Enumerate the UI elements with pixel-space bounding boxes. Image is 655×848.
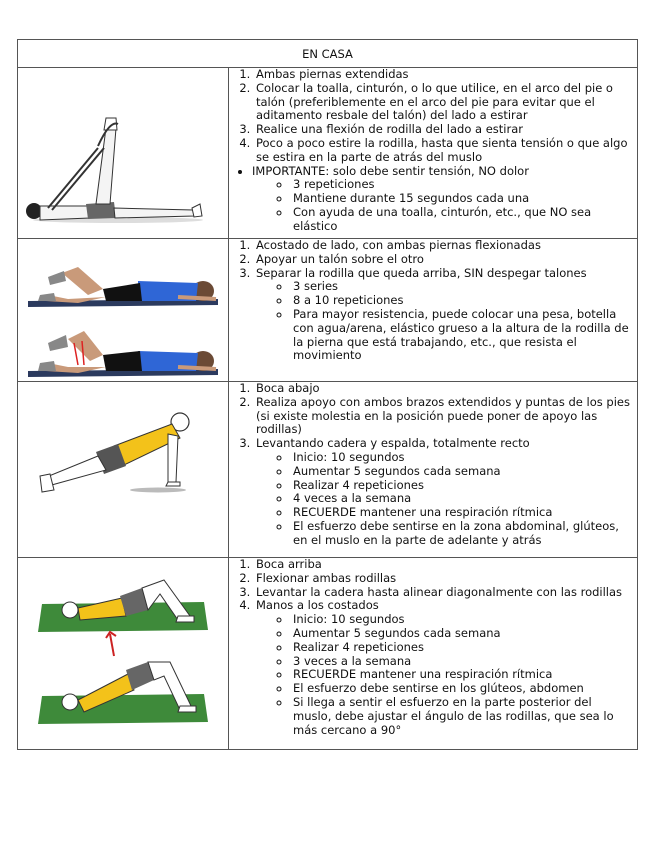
step-item: 1. Ambas piernas extendidas [254,68,633,82]
sub-item: ◦ Si llega a sentir el esfuerzo en la parte posterior del muslo, debe ajustar el ángulo de las rodillas, que sea lo más cercano a 90° [291,696,633,737]
sub-item: ◦ 8 a 10 repeticiones [291,294,633,308]
clamshell-photos [18,239,229,381]
sub-item: ◦ Con ayuda de una toalla, cinturón, etc., que NO sea elástico [291,206,633,234]
step-item: 1. Boca abajo [254,382,633,396]
step-item: 1. Boca arriba [254,558,633,572]
step-item: 3. Realice una flexión de rodilla del lado a estirar [254,123,633,137]
step-item: 2. Apoyar un talón sobre el otro [254,253,633,267]
sub-item: ◦ Realizar 4 repeticiones [291,479,633,493]
sub-item: ◦ Inicio: 10 segundos [291,613,633,627]
sub-item: ◦ Realizar 4 repeticiones [291,641,633,655]
step-item: 2. Realiza apoyo con ambos brazos extendidos y puntas de los pies (si existe molestia en la posición puede poner de apoyo las rodillas) [254,396,633,437]
sub-item: ◦ RECUERDE mantener una respiración rítmica [291,668,633,682]
sub-item: ◦ Inicio: 10 segundos [291,451,633,465]
row-text [229,239,637,381]
step-item: 2. Flexionar ambas rodillas [254,572,633,586]
sub-item: ◦ 3 repeticiones [291,178,633,192]
table-row [18,68,637,239]
table-row [18,382,637,558]
row-text [229,382,637,557]
plank-illustration [18,382,229,557]
exercise-table [17,39,638,750]
sub-item: ◦ El esfuerzo debe sentirse en los glúteos, abdomen [291,682,633,696]
step-item: 3. Levantar la cadera hasta alinear diagonalmente con las rodillas [254,586,633,600]
table-header: EN CASA [18,40,637,68]
sub-item: ◦ 4 veces a la semana [291,492,633,506]
sub-item: ◦ RECUERDE mantener una respiración rítmica [291,506,633,520]
sub-item: ◦ Aumentar 5 segundos cada semana [291,627,633,641]
sub-item: ◦ Aumentar 5 segundos cada semana [291,465,633,479]
step-item: 4. Manos a los costados [254,599,633,613]
row-text [229,68,637,238]
sub-item: ◦ 3 series [291,280,633,294]
sub-item: ◦ 3 veces a la semana [291,655,633,669]
step-item: 3. Separar la rodilla que queda arriba, SIN despegar talones [254,267,633,281]
leg-stretch-illustration [18,68,229,238]
table-row [18,239,637,382]
row-text [229,558,637,749]
glute-bridge-illustration [18,558,229,749]
sub-item: ◦ El esfuerzo debe sentirse en la zona abdominal, glúteos, en el muslo en la parte de adelante y atrás [291,520,633,548]
step-item: 3. Levantando cadera y espalda, totalmente recto [254,437,633,451]
step-item: 2. Colocar la toalla, cinturón, o lo que utilice, en el arco del pie o talón (preferiblemente en el arco del pie para evitar que el aditamento resbale del talón) del lado a estirar [254,82,633,123]
table-row [18,558,637,749]
sub-item: ◦ Para mayor resistencia, puede colocar una pesa, botella con agua/arena, elástico grueso a la altura de la rodilla de la pierna que está trabajando, etc., que resista el movimiento [291,308,633,363]
step-item: 1. Acostado de lado, con ambas piernas flexionadas [254,239,633,253]
important-note: • IMPORTANTE: solo debe sentir tensión, NO dolor [252,165,633,179]
sub-item: ◦ Mantiene durante 15 segundos cada una [291,192,633,206]
step-item: 4. Poco a poco estire la rodilla, hasta que sienta tensión o que algo se estira en la parte de atrás del muslo [254,137,633,165]
